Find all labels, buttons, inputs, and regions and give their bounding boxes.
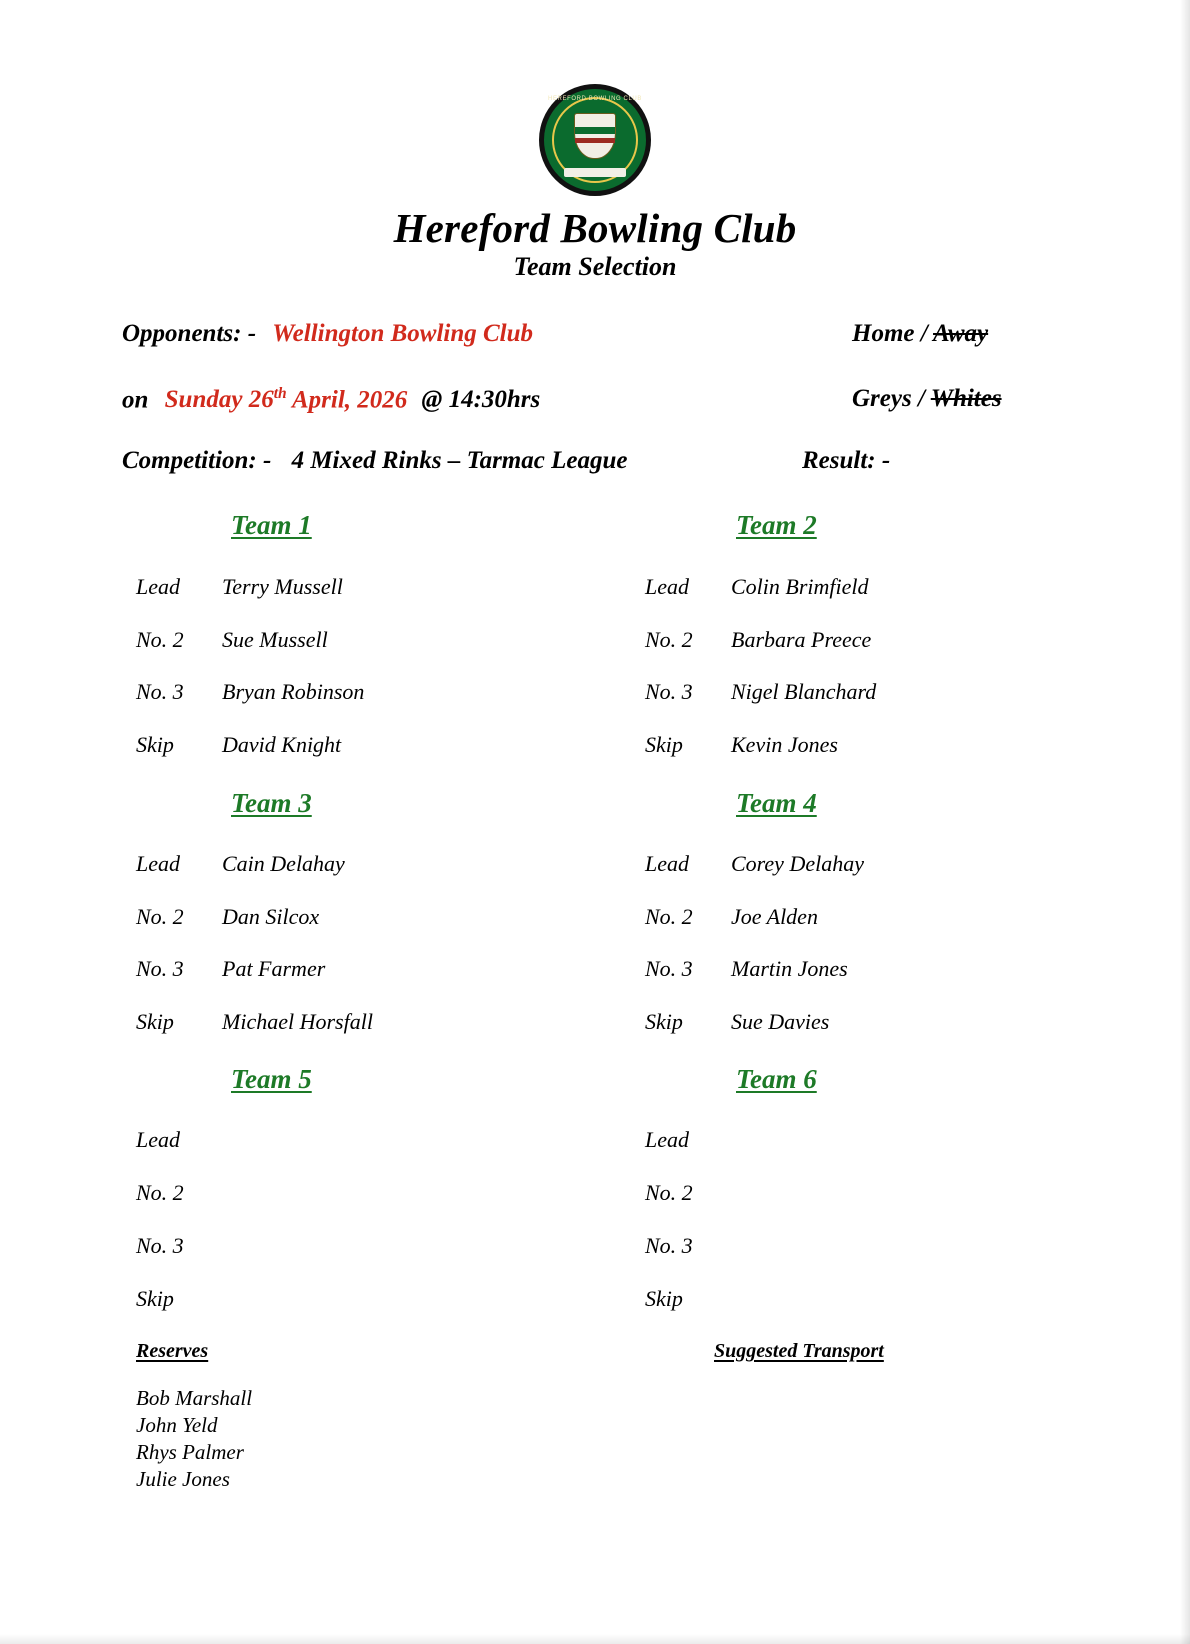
position-label: Lead: [136, 851, 180, 876]
position-label: Lead: [645, 574, 689, 599]
player-name: Dan Silcox: [222, 904, 320, 929]
crest-shield-band-green: [575, 127, 615, 134]
club-crest-icon: [539, 84, 651, 196]
crest-arc-text: HEREFORD BOWLING CLUB: [548, 96, 642, 102]
reserve-list-item: Bob Marshall: [136, 1386, 253, 1410]
team-title-4: Team 4: [736, 788, 817, 818]
player-name: Nigel Blanchard: [731, 679, 877, 704]
position-label: No. 2: [136, 627, 184, 652]
position-label: Skip: [136, 732, 174, 757]
result-label: Result: -: [802, 447, 891, 474]
opponents-row: [122, 320, 1022, 348]
position-label: Lead: [645, 1127, 689, 1152]
position-label: No. 3: [136, 679, 184, 704]
whites-label: Whites: [930, 385, 1002, 412]
position-label: No. 3: [136, 1233, 184, 1258]
date-rest: April, 2026: [286, 386, 408, 414]
player-name: Martin Jones: [731, 956, 848, 981]
player-name: Barbara Preece: [731, 627, 872, 652]
position-label: No. 3: [645, 956, 693, 981]
player-name: Cain Delahay: [222, 851, 345, 876]
crest-banner: [564, 168, 626, 177]
competition-row: [122, 447, 1022, 475]
time-value: @ 14:30hrs: [421, 386, 541, 414]
colours-separator: /: [911, 385, 931, 412]
competition-label: Competition: -: [122, 447, 272, 474]
position-label: Skip: [136, 1009, 174, 1034]
team-title-1: Team 1: [231, 510, 312, 540]
position-label: No. 3: [645, 1233, 693, 1258]
player-name: Corey Delahay: [731, 851, 864, 876]
page-subtitle: Team Selection: [513, 252, 677, 281]
colours-cell: [852, 385, 1002, 413]
player-name: Bryan Robinson: [222, 679, 365, 704]
position-label: No. 2: [645, 904, 693, 929]
player-name: Sue Davies: [731, 1009, 830, 1034]
position-label: No. 2: [645, 1180, 693, 1205]
greys-label: Greys: [852, 385, 912, 412]
position-label: Skip: [645, 732, 683, 757]
reserve-list-item: Rhys Palmer: [136, 1440, 244, 1464]
position-label: No. 2: [136, 904, 184, 929]
team-title-2: Team 2: [736, 510, 817, 540]
player-name: Terry Mussell: [222, 574, 343, 599]
position-label: No. 3: [136, 956, 184, 981]
position-label: Skip: [136, 1286, 174, 1311]
page-edge-shadow-right: [1180, 0, 1190, 1644]
away-label: Away: [933, 320, 989, 347]
page-edge-shadow-bottom: [0, 1634, 1190, 1644]
home-away-cell: [852, 320, 988, 348]
position-label: No. 3: [645, 679, 693, 704]
opponents-value: Wellington Bowling Club: [272, 320, 534, 347]
player-name: Colin Brimfield: [731, 574, 869, 599]
position-label: Lead: [136, 1127, 180, 1152]
club-logo-container: [0, 84, 1190, 201]
position-label: Lead: [136, 574, 180, 599]
player-name: Kevin Jones: [731, 732, 838, 757]
position-label: No. 2: [136, 1180, 184, 1205]
date-value: Sunday 26: [164, 386, 274, 414]
position-label: No. 2: [645, 627, 693, 652]
reserves-heading: Reserves: [136, 1340, 209, 1362]
position-label: Lead: [645, 851, 689, 876]
team-title-6: Team 6: [736, 1064, 817, 1094]
date-superscript: th: [273, 385, 287, 402]
competition-value: 4 Mixed Rinks – Tarmac League: [291, 447, 628, 474]
home-away-separator: /: [914, 320, 934, 347]
player-name: Michael Horsfall: [222, 1009, 373, 1034]
crest-shield-band-red: [575, 138, 615, 143]
player-name: Pat Farmer: [222, 956, 326, 981]
position-label: Skip: [645, 1286, 683, 1311]
position-label: Skip: [645, 1009, 683, 1034]
suggested-transport-heading: Suggested Transport: [714, 1340, 884, 1362]
date-row: [122, 385, 1022, 414]
player-name: David Knight: [222, 732, 342, 757]
opponents-label: Opponents: -: [122, 320, 257, 347]
player-name: Sue Mussell: [222, 627, 328, 652]
reserve-list-item: John Yeld: [136, 1413, 218, 1437]
home-label: Home: [852, 320, 915, 347]
team-title-3: Team 3: [231, 788, 312, 818]
on-label: on: [122, 386, 149, 414]
page-title: Hereford Bowling Club: [393, 205, 797, 251]
reserve-list-item: Julie Jones: [136, 1467, 230, 1491]
team-title-5: Team 5: [231, 1064, 312, 1094]
player-name: Joe Alden: [731, 904, 818, 929]
